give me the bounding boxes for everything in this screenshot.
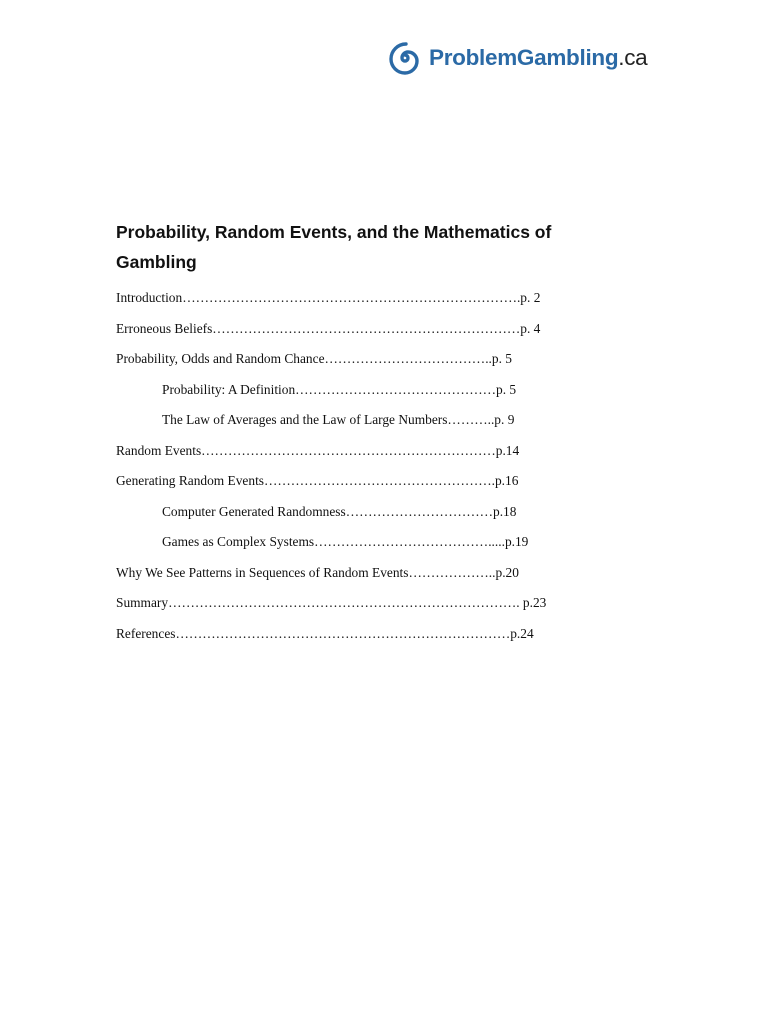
toc-entry: Why We See Patterns in Sequences of Random Events………………..p.20: [116, 564, 519, 580]
toc-entry: The Law of Averages and the Law of Large Numbers………..p. 9: [162, 412, 515, 427]
toc-entry: Introduction………………………………………………………………….p. 2: [116, 290, 541, 305]
logo-wordmark: [429, 44, 648, 70]
document-title: Probability, Random Events, and the Mathematics of Gambling: [116, 222, 552, 272]
logo-suffix: .ca: [618, 44, 648, 70]
table-of-contents: [116, 286, 556, 652]
toc-entry: Random Events…………………………………………………………p.14: [116, 442, 520, 458]
problemgambling-logo: [387, 40, 647, 76]
toc-entry: Probability, Odds and Random Chance………………………………..p. 5: [116, 351, 512, 366]
spiral-logo-icon: [387, 40, 423, 76]
toc-entry: Games as Complex Systems………………………………….....p.19: [162, 534, 529, 549]
toc-entry: Generating Random Events…………………………………………….p.16: [116, 473, 519, 488]
toc-entry: Probability: A Definition………………………………………p. 5: [162, 381, 517, 397]
toc-entry: Erroneous Beliefs……………………………………………………………p. 4: [116, 320, 541, 336]
toc-entry: Summary……………………………………………………………………. p.23: [116, 595, 547, 610]
logo-name: ProblemGambling: [429, 44, 619, 70]
toc-entry: Computer Generated Randomness……………………………p.18: [162, 503, 517, 519]
toc-entry: References…………………………………………………………………p.24: [116, 625, 534, 641]
